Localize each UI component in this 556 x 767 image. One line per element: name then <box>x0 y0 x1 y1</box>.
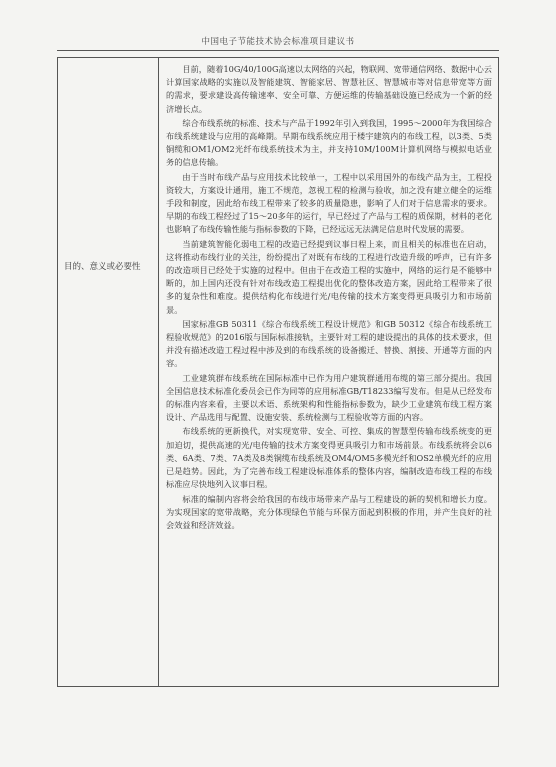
proposal-form-table <box>57 57 499 687</box>
header-divider <box>57 50 499 51</box>
paragraph-2: 综合布线系统的标准、技术与产品于1992年引入到我国，1995～2000年为我国综合布线系统建设与应用的高峰期。早期布线系统应用于楼宇建筑内的布线工程，以3类、5类铜缆和OM1/OM2光纤布线系统技术为主，并支持10M/100M计算机网络与模拟电话业务的信息传输。 <box>166 117 492 168</box>
paragraph-1: 目前，随着10G/40/100G高速以太网络的兴起，物联网、宽带通信网络、数据中心云计算国家战略的实施以及智能建筑、智能家居、智慧社区、智慧城市等对信息带宽等方面的需求，要求建设高传输速率、安全可靠、方便运维的传输基础设施已经成为一个新的经济增长点。 <box>166 64 492 114</box>
paragraph-6: 工业建筑群布线系统在国际标准中已作为用户建筑群通用布缆的第三部分提出。我国全国信息技术标准化委员会已作为同等的应用标准GB/T18233编写发布。但是从已经发布的标准内容来看，主要以术语、系统架构和性能指标参数为，缺少工业建筑布线工程方案设计、产品选用与配置、设施安装、系统检测与工程验收等方面的内容。 <box>166 372 492 423</box>
paragraph-3: 由于当时布线产品与应用技术比较单一，工程中以采用国外的布线产品为主，工程投资较大，方案设计通用，施工不规范，忽视工程的检测与验收，加之没有建立健全的运维手段和制度，因此给布线工程带来了较多的质量隐患，影响了人们对于信息需求的要求。早期的布线工程经过了15～20多年的运行，早已经过了产品与工程的质保期，材料的老化也影响了布线传输性能与指标参数的下降，已经远远无法满足信息时代发展的需要。 <box>166 171 492 235</box>
paragraph-8: 标准的编制内容将会给我国的布线市场带来产品与工程建设的新的契机和增长力度。为实现国家的宽带战略，充分体现绿色节能与环保方面起到积极的作用，并产生良好的社会效益和经济效益。 <box>166 493 492 530</box>
paragraph-7: 布线系统的更新换代，对实现宽带、安全、可控、集成的智慧型传输布线系统变的更加迫切，提供高速的光/电传输的技术方案变得更具吸引力和市场前景。布线系统将会以6类、6A类、7类、7A类及8类铜缆布线系统及OM4/OM5多模光纤和OS2单模光纤的应用已是趋势。因此，为了完善布线工程建设标准体系的整体内容，编制改造布线工程的布线标准应尽快地列入议事日程。 <box>166 426 492 490</box>
column-divider <box>158 58 159 686</box>
paragraph-4: 当前建筑智能化弱电工程的改造已经提到议事日程上来，而且相关的标准也在启动，这将推动布线行业的关注，纷纷提出了对既有布线的工程进行改造升级的呼声，已有许多的改造项目已经处于实施的过程中。但由于在改造工程的实施中，网络的运行是不能够中断的，加上国内还没有针对布线改造工程提出优化的整体改造方案，因此给工程带来了很多的复杂性和难度。提供结构化布线进行光/电传输的技术方案变得更具吸引力和市场前景。 <box>166 238 492 315</box>
purpose-content <box>166 63 492 533</box>
purpose-significance-label: 目的、意义或必要性 <box>64 262 141 272</box>
document-header-title: 中国电子节能技术协会标准项目建议书 <box>201 37 355 47</box>
paragraph-5: 国家标准GB 50311《综合布线系统工程设计规范》和GB 50312《综合布线系统工程验收规范》的2016版与国际标准接轨，主要针对工程的建设提出的具体的技术要求，但并没有描述改造工程过程中涉及到的布线系统的设备搬迁、替换、割接、开通等方面的内容。 <box>166 318 492 369</box>
